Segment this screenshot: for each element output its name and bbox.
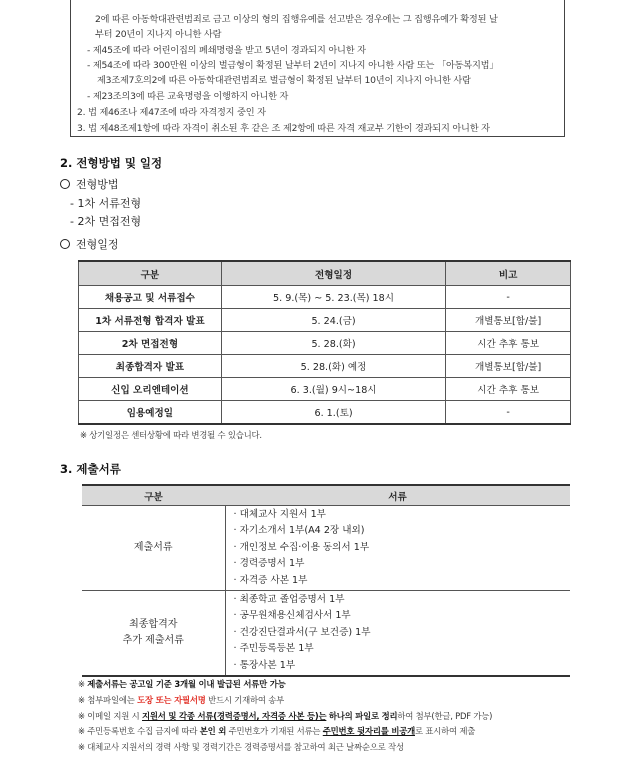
col-header: 전형일정 <box>221 261 445 286</box>
document-list <box>225 591 570 677</box>
schedule-item: 신입 오리엔테이션 <box>79 378 222 401</box>
section2-title: 2. 전형방법 및 일정 <box>60 156 163 170</box>
method-item-2: - 2차 면접전형 <box>70 215 142 228</box>
box-line-1: 2에 따른 아동학대관련범죄로 금고 이상의 형의 집행유예를 선고받은 경우에는 그 집행유예가 확정된 날 <box>95 14 498 25</box>
section3-title: 3. 제출서류 <box>60 462 121 476</box>
note-mark: ※ <box>78 679 85 689</box>
box-line-3: - 제45조에 따라 어린이집의 폐쇄명령을 받고 5년이 경과되지 아니한 자 <box>87 45 366 56</box>
box-line-5: 제3조제7호의2에 따른 아동학대관련범죄로 벌금형이 확정된 날부터 10년이 지나지 아니한 사람 <box>97 75 471 86</box>
schedule-item: 1차 서류전형 합격자 발표 <box>79 309 222 332</box>
col-header: 비고 <box>446 261 571 286</box>
note-1 <box>78 678 286 690</box>
note-4-pre: ※ 주민등록번호 수집 금지에 따라 <box>78 726 198 736</box>
note-2 <box>78 694 284 706</box>
schedule-item: 채용공고 및 서류접수 <box>79 286 222 309</box>
schedule-item: 최종합격자 발표 <box>79 355 222 378</box>
col-header: 서류 <box>225 485 570 506</box>
table-row <box>79 309 571 332</box>
group-label: 제출서류 <box>82 506 225 591</box>
schedule-date: 5. 9.(목) ~ 5. 23.(목) 18시 <box>221 286 445 309</box>
table-header-row <box>82 485 570 506</box>
schedule-remark: 개별통보[합/불] <box>446 309 571 332</box>
note-1-bold: 제출서류는 공고일 기준 3개월 이내 발급된 서류만 가능 <box>87 679 286 689</box>
list-item: · 자격증 사본 1부 <box>233 574 308 586</box>
note-4-post: 로 표시하여 제출 <box>415 726 476 736</box>
note-2-post: 반드시 기재하여 송부 <box>208 695 285 705</box>
col-header: 구분 <box>79 261 222 286</box>
table-row <box>79 401 571 425</box>
table-header-row <box>79 261 571 286</box>
list-item: · 최종학교 졸업증명서 1부 <box>233 593 345 605</box>
table-row <box>79 378 571 401</box>
method-heading <box>60 176 119 192</box>
table-row <box>79 332 571 355</box>
list-item: · 주민등록등본 1부 <box>233 643 314 655</box>
schedule-note: ※ 상기일정은 센터상황에 따라 변경될 수 있습니다. <box>80 430 262 440</box>
circle-bullet-icon <box>60 179 70 189</box>
list-item: · 건강진단결과서(구 보건증) 1부 <box>233 626 371 638</box>
list-item: · 대체교사 지원서 1부 <box>233 508 326 520</box>
note-3-bold: 하나의 파일로 정리 <box>328 711 398 721</box>
schedule-remark: 시간 추후 통보 <box>446 378 571 401</box>
list-item: · 통장사본 1부 <box>233 659 296 671</box>
schedule-date: 6. 1.(토) <box>221 401 445 425</box>
table-row <box>82 591 570 677</box>
box-line-4: - 제54조에 따라 300만원 이상의 벌금형이 확정된 날부터 2년이 지나지 아니한 사람 또는 「아동복지법」 <box>87 60 499 71</box>
group-label <box>82 591 225 677</box>
list-item: · 자기소개서 1부(A4 2장 내외) <box>233 525 365 537</box>
box-line-6: - 제23조의3에 따른 교육명령을 이행하지 아니한 자 <box>87 91 289 102</box>
note-2-red: 도장 또는 자필서명 <box>137 695 206 705</box>
table-row <box>82 506 570 591</box>
schedule-item: 2차 면접전형 <box>79 332 222 355</box>
box-line-8: 3. 법 제48조제1항에 따라 자격이 취소된 후 같은 조 제2항에 따른 자격 재교부 기한이 경과되지 아니한 자 <box>77 123 490 134</box>
note-2-pre: ※ 첨부파일에는 <box>78 695 135 705</box>
schedule-date: 6. 3.(월) 9시~18시 <box>221 378 445 401</box>
note-4 <box>78 725 475 737</box>
group-label-line-1: 최종합격자 <box>129 619 178 630</box>
note-4-underline: 주민번호 뒷자리를 비공개 <box>322 726 415 736</box>
schedule-table <box>78 260 571 425</box>
method-label: 전형방법 <box>76 178 119 191</box>
schedule-remark: - <box>446 286 571 309</box>
box-line-2: 부터 20년이 지나지 아니한 사람 <box>95 29 222 40</box>
note-3-underline: 지원서 및 각종 서류(경력증명서, 자격증 사본 등)는 <box>142 711 327 721</box>
note-3-pre: ※ 이메일 지원 시 <box>78 711 140 721</box>
table-row <box>79 355 571 378</box>
circle-bullet-icon <box>60 239 70 249</box>
schedule-label: 전형일정 <box>76 238 119 251</box>
schedule-remark: 시간 추후 통보 <box>446 332 571 355</box>
schedule-item: 임용예정일 <box>79 401 222 425</box>
list-item: · 경력증명서 1부 <box>233 558 305 570</box>
note-3-post: 하여 첨부(한글, PDF 가능) <box>397 711 493 721</box>
group-label-line-2: 추가 제출서류 <box>122 635 184 646</box>
note-4-mid: 주민번호가 기재된 서류는 <box>228 726 321 736</box>
box-line-7: 2. 법 제46조나 제47조에 따라 자격정지 중인 자 <box>77 107 266 118</box>
schedule-date: 5. 28.(화) 예정 <box>221 355 445 378</box>
schedule-date: 5. 28.(화) <box>221 332 445 355</box>
note-5: ※ 대체교사 지원서의 경력 사항 및 경력기간은 경력증명서를 참고하여 최근 날짜순으로 작성 <box>78 742 404 752</box>
method-item-1: - 1차 서류전형 <box>70 197 142 210</box>
note-3 <box>78 710 492 722</box>
schedule-date: 5. 24.(금) <box>221 309 445 332</box>
table-row <box>79 286 571 309</box>
schedule-heading <box>60 236 119 252</box>
list-item: · 공무원채용신체검사서 1부 <box>233 610 351 622</box>
col-header: 구분 <box>82 485 225 506</box>
note-4-bold: 본인 외 <box>199 726 227 736</box>
disqualification-box <box>70 0 565 137</box>
documents-table <box>82 484 570 677</box>
schedule-remark: 개별통보[합/불] <box>446 355 571 378</box>
list-item: · 개인정보 수집·이용 동의서 1부 <box>233 541 370 553</box>
schedule-remark: - <box>446 401 571 425</box>
document-list <box>225 506 570 591</box>
